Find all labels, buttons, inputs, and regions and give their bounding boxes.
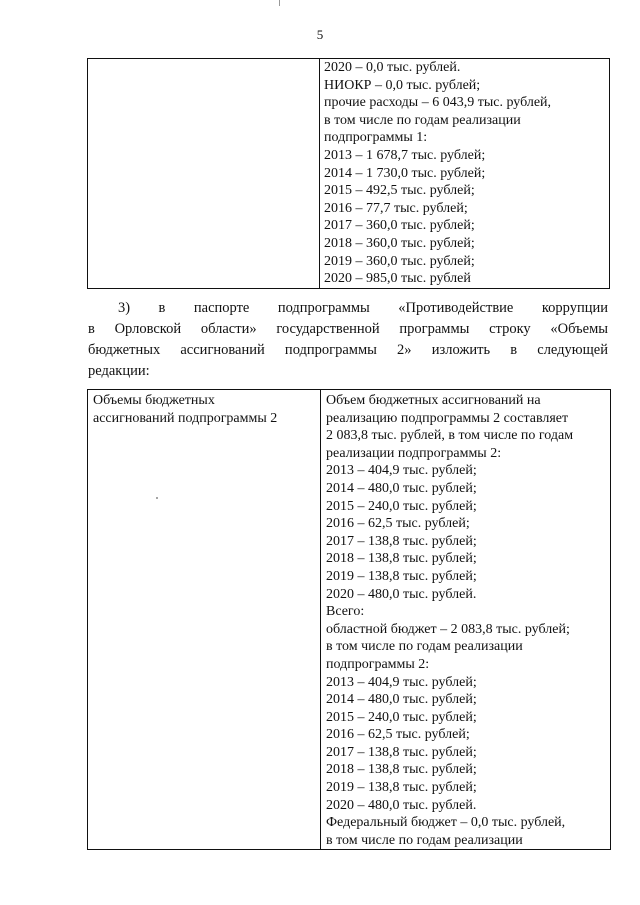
table2-line: в том числе по годам реализации <box>326 639 523 655</box>
table2-left-cell <box>88 390 321 850</box>
budget-table <box>87 389 611 850</box>
table2-line: областной бюджет – 2 083,8 тыс. рублей; <box>326 621 570 637</box>
table1-line: 2020 – 0,0 тыс. рублей. <box>324 60 461 75</box>
table1-line: подпрограммы 1: <box>324 130 428 146</box>
table2-line: 2013 – 404,9 тыс. рублей; <box>326 674 477 690</box>
table-row <box>88 59 610 289</box>
paragraph-line: в Орловской области» государственной программы строку «Объемы <box>88 321 608 337</box>
table2-line: 2015 – 240,0 тыс. рублей; <box>326 498 477 514</box>
table2-line: Федеральный бюджет – 0,0 тыс. рублей, <box>326 815 566 831</box>
table2-line: 2017 – 138,8 тыс. рублей; <box>326 533 477 549</box>
table1-left-cell <box>88 59 320 289</box>
table2-line: реализацию подпрограммы 2 составляет <box>326 410 569 426</box>
table1-line: 2017 – 360,0 тыс. рублей; <box>324 218 475 234</box>
table2-line: 2019 – 138,8 тыс. рублей; <box>326 568 477 584</box>
table2-line: 2014 – 480,0 тыс. рублей; <box>326 480 477 496</box>
table-row <box>88 390 611 850</box>
table2-line: 2016 – 62,5 тыс. рублей; <box>326 516 470 532</box>
table1-line: 2016 – 77,7 тыс. рублей; <box>324 200 468 216</box>
table1-line: 2019 – 360,0 тыс. рублей; <box>324 253 475 269</box>
table1-right-cell <box>320 59 610 289</box>
table2-line: 2014 – 480,0 тыс. рублей; <box>326 692 477 708</box>
table2-line: 2 083,8 тыс. рублей, в том числе по годам <box>326 428 574 444</box>
table1-line: 2018 – 360,0 тыс. рублей; <box>324 235 475 251</box>
table2-line: 2019 – 138,8 тыс. рублей; <box>326 780 477 796</box>
table1-line: 2015 – 492,5 тыс. рублей; <box>324 183 475 199</box>
table2-line: реализации подпрограммы 2: <box>326 445 502 461</box>
table2-line: подпрограммы 2: <box>326 656 430 672</box>
table1-line: в том числе по годам реализации <box>324 112 521 128</box>
table2-line: 2015 – 240,0 тыс. рублей; <box>326 709 477 725</box>
scan-mark <box>279 0 280 6</box>
table1-line: НИОКР – 0,0 тыс. рублей; <box>324 77 481 93</box>
table1-line: 2014 – 1 730,0 тыс. рублей; <box>324 165 486 181</box>
table2-line: 2017 – 138,8 тыс. рублей; <box>326 744 477 760</box>
table1-line: 2020 – 985,0 тыс. рублей <box>324 271 471 287</box>
scan-speck <box>156 497 158 499</box>
table2-left-line: Объемы бюджетных <box>93 393 215 408</box>
table1-line: прочие расходы – 6 043,9 тыс. рублей, <box>324 95 552 111</box>
table1-line: 2013 – 1 678,7 тыс. рублей; <box>324 147 486 163</box>
table2-line: Всего: <box>326 604 365 620</box>
table2-line: в том числе по годам реализации <box>326 832 523 848</box>
table2-line: 2013 – 404,9 тыс. рублей; <box>326 463 477 479</box>
table2-line: 2018 – 138,8 тыс. рублей; <box>326 551 477 567</box>
paragraph-line: 3) в паспорте подпрограммы «Противодействие коррупции <box>118 300 608 316</box>
table2-line: 2020 – 480,0 тыс. рублей. <box>326 586 477 602</box>
page-number: 5 <box>316 27 324 42</box>
table2-line: Объем бюджетных ассигнований на <box>326 393 541 408</box>
paragraph-line: редакции: <box>88 363 150 379</box>
table2-line: 2020 – 480,0 тыс. рублей. <box>326 797 477 813</box>
table2-right-cell <box>321 390 611 850</box>
table2-line: 2018 – 138,8 тыс. рублей; <box>326 762 477 778</box>
table2-left-line: ассигнований подпрограммы 2 <box>93 410 278 426</box>
paragraph-line: бюджетных ассигнований подпрограммы 2» изложить в следующей <box>88 342 608 358</box>
table-continuation <box>87 58 610 289</box>
amendment-paragraph <box>88 298 608 382</box>
table2-line: 2016 – 62,5 тыс. рублей; <box>326 727 470 743</box>
